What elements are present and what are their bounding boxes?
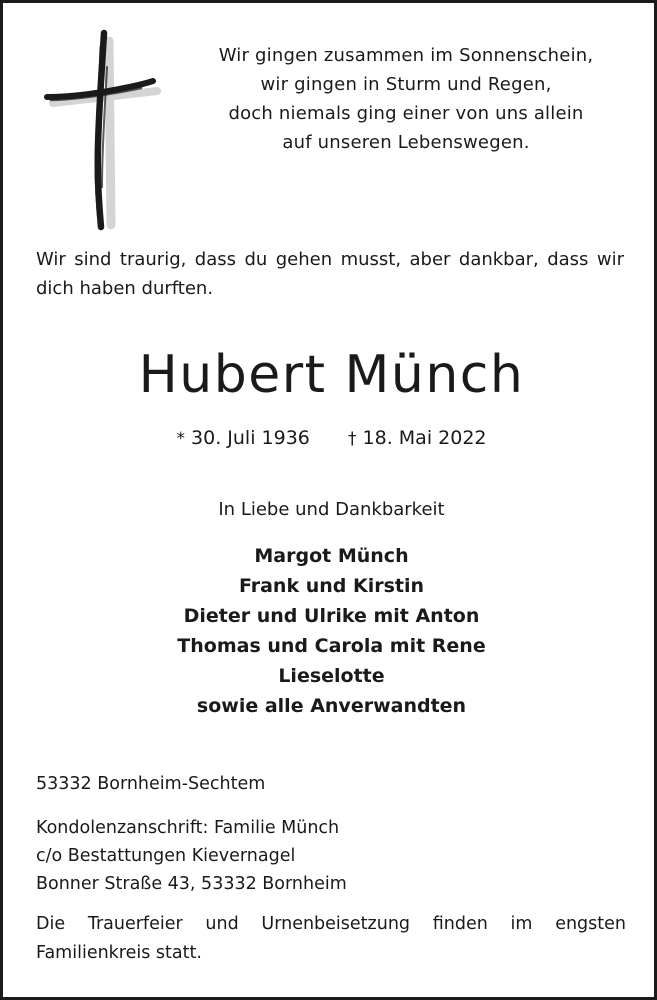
mourner: Lieselotte: [278, 665, 385, 687]
funeral-notice: Die Trauerfeier und Urnenbeisetzung finden im engsten Familienkreis statt.: [36, 914, 626, 963]
birth-symbol: *: [176, 429, 185, 449]
place: 53332 Bornheim-Sechtem: [36, 774, 266, 794]
life-dates: [3, 423, 657, 454]
address-line: Bonner Straße 43, 53332 Bornheim: [36, 874, 347, 894]
birth-date: 30. Juli 1936: [191, 427, 310, 449]
poem-line: Wir gingen zusammen im Sonnenschein,: [218, 45, 594, 66]
mourners-list: [3, 541, 657, 721]
mourner: Thomas und Carola mit Rene: [177, 635, 486, 657]
address-line: Kondolenzanschrift: Familie Münch: [36, 818, 340, 838]
condolence-address: [36, 814, 626, 898]
intro-text: Wir sind traurig, dass du gehen musst, aber dankbar, dass wir dich haben durften.: [36, 249, 624, 299]
poem-line: doch niemals ging einer von uns allein: [228, 103, 584, 124]
address-line: c/o Bestattungen Kievernagel: [36, 846, 296, 866]
greeting: In Liebe und Dankbarkeit: [218, 499, 445, 520]
poem-line: auf unseren Lebenswegen.: [282, 132, 530, 153]
mourner: Frank und Kirstin: [238, 575, 425, 597]
mourner: Dieter und Ulrike mit Anton: [183, 605, 480, 627]
mourner: sowie alle Anverwandten: [196, 695, 467, 717]
deceased-name: Hubert Münch: [138, 345, 525, 405]
death-date: 18. Mai 2022: [362, 427, 487, 449]
cross-icon: [41, 27, 163, 235]
poem-line: wir gingen in Sturm und Regen,: [260, 74, 552, 95]
death-symbol: †: [347, 429, 357, 449]
poem: [171, 41, 641, 157]
mourner: Margot Münch: [254, 545, 409, 567]
